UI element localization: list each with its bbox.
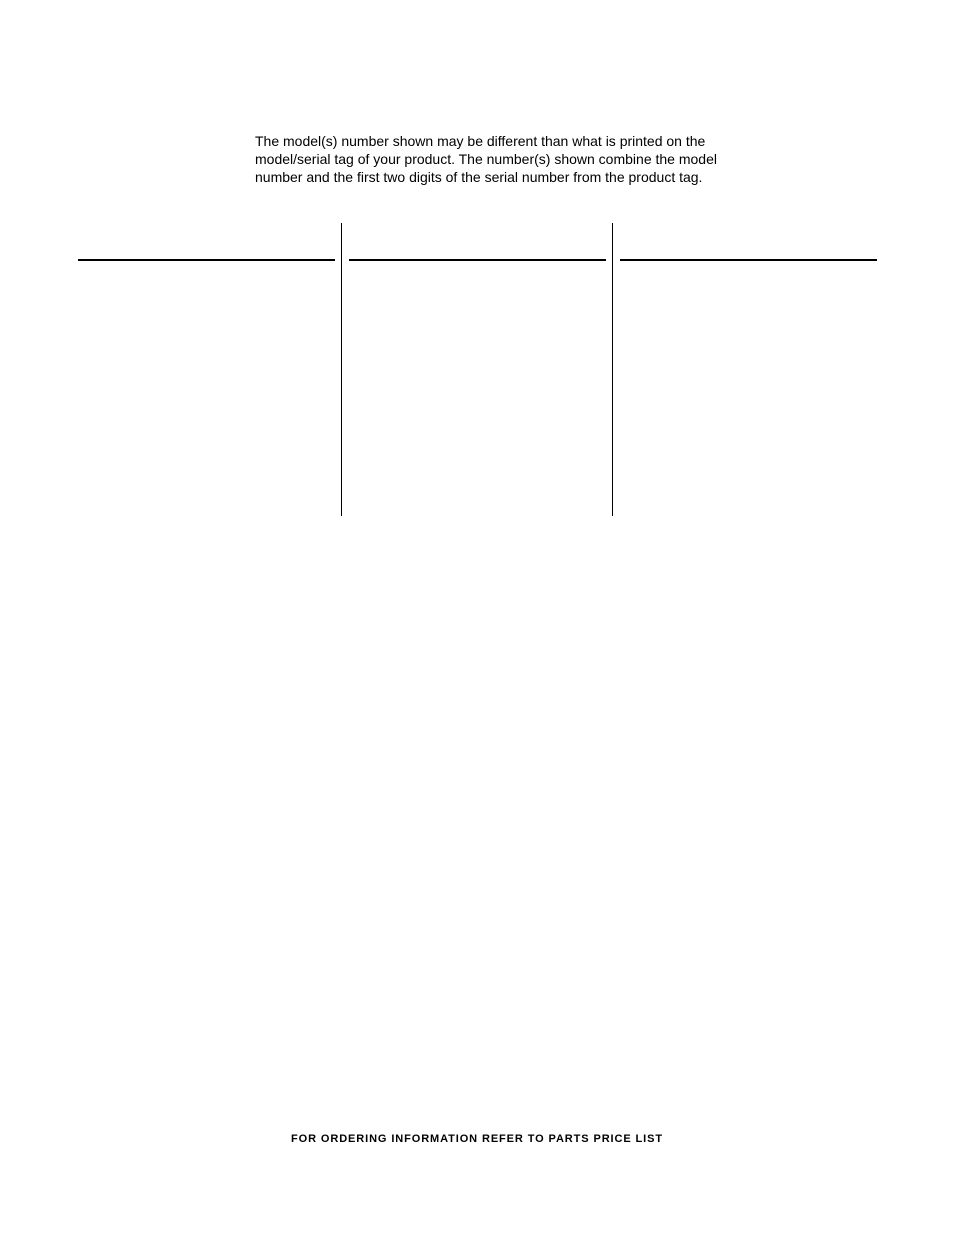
notice-line: The model(s) number shown may be different than what is printed on the — [255, 133, 706, 149]
column-divider-2 — [612, 223, 613, 516]
column-2-header-rule — [349, 259, 606, 261]
column-divider-1 — [341, 223, 342, 516]
notice-line: model/serial tag of your product. The number(s) shown combine the model — [255, 151, 717, 167]
model-number-notice — [255, 132, 755, 186]
notice-line: number and the first two digits of the serial number from the product tag. — [255, 169, 703, 185]
column-1-header-rule — [78, 259, 335, 261]
column-3-header-rule — [620, 259, 877, 261]
ordering-info-footer: FOR ORDERING INFORMATION REFER TO PARTS PRICE LIST — [291, 1133, 663, 1145]
